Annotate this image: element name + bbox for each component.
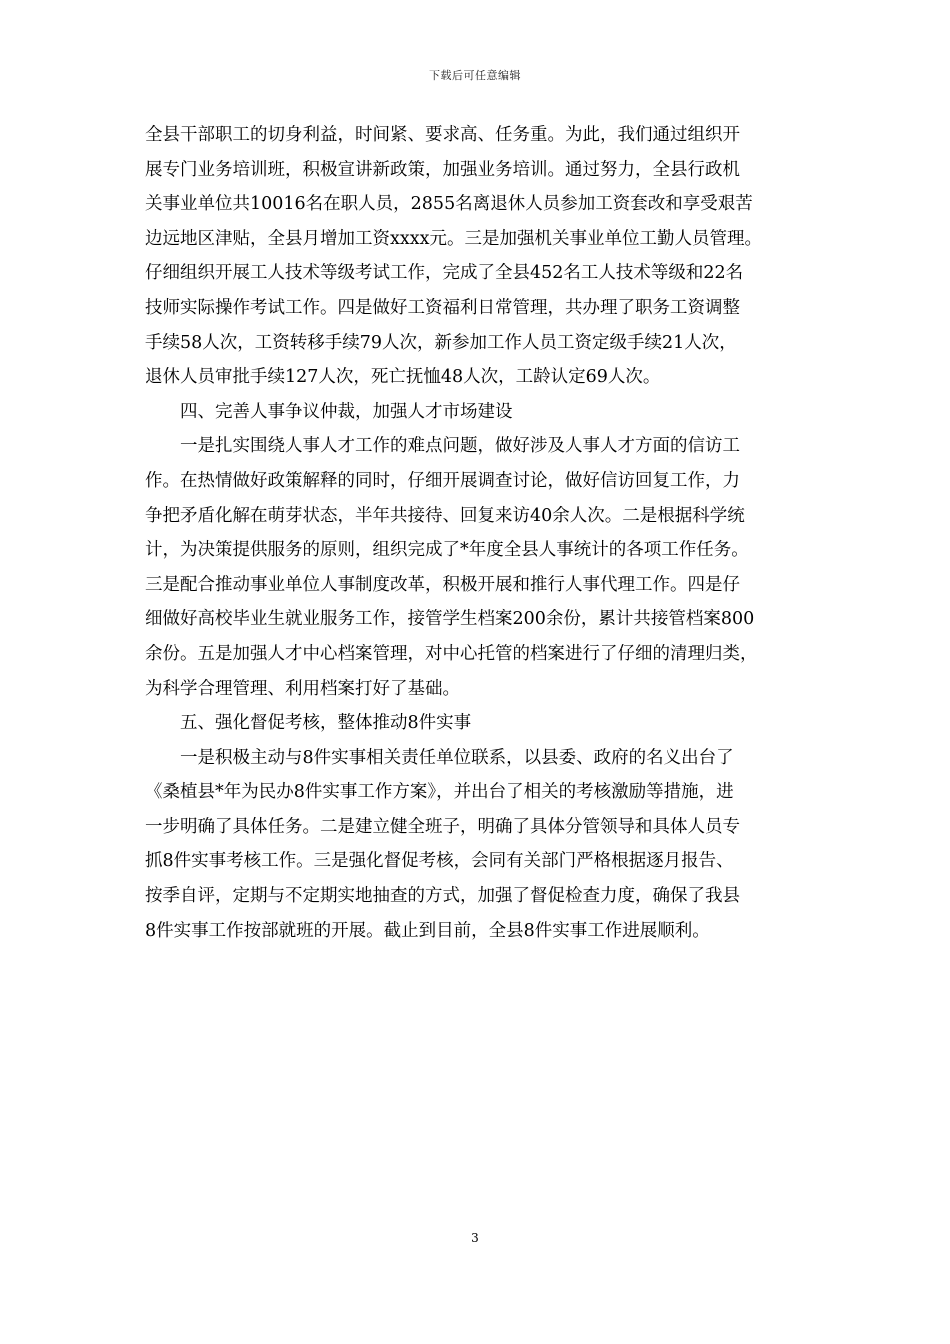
body-line: 作。在热情做好政策解释的同时，仔细开展调查讨论，做好信访回复工作，力	[145, 470, 740, 491]
document-body	[145, 118, 810, 948]
body-line: 抓8件实事考核工作。三是强化督促考核，会同有关部门严格根据逐月报告、	[145, 851, 734, 872]
body-line: 《桑植县*年为民办8件实事工作方案》，并出台了相关的考核激励等措施，进	[145, 782, 734, 803]
body-line: 手续58人次，工资转移手续79人次，新参加工作人员工资定级手续21人次，	[145, 332, 737, 353]
body-line: 三是配合推动事业单位人事制度改革，积极开展和推行人事代理工作。四是仔	[145, 574, 740, 595]
body-line: 一是积极主动与8件实事相关责任单位联系，以县委、政府的名义出台了	[180, 747, 734, 768]
body-line: 展专门业务培训班，积极宣讲新政策，加强业务培训。通过努力，全县行政机	[145, 159, 740, 180]
body-line: 争把矛盾化解在萌芽状态，半年共接待、回复来访40余人次。二是根据科学统	[145, 505, 745, 526]
section-heading: 五、强化督促考核，整体推动8件实事	[180, 713, 472, 734]
body-line: 仔细组织开展工人技术等级考试工作，完成了全县452名工人技术等级和22名	[145, 263, 744, 284]
body-line: 全县干部职工的切身利益，时间紧、要求高、任务重。为此，我们通过组织开	[145, 125, 740, 145]
page-header-note: 下载后可任意编辑	[429, 69, 521, 82]
body-line: 边远地区津贴，全县月增加工资xxxx元。三是加强机关事业单位工勤人员管理。	[145, 228, 762, 249]
body-line: 为科学合理管理、利用档案打好了基础。	[145, 678, 460, 699]
body-line: 退休人员审批手续127人次，死亡抚恤48人次，工龄认定69人次。	[145, 367, 661, 388]
body-line: 计，为决策提供服务的原则，组织完成了*年度全县人事统计的各项工作任务。	[145, 540, 749, 561]
section-heading: 四、完善人事争议仲裁，加强人才市场建设	[180, 401, 513, 422]
body-line: 一是扎实围绕人事人才工作的难点问题，做好涉及人事人才方面的信访工	[180, 436, 740, 457]
body-line: 8件实事工作按部就班的开展。截止到目前，全县8件实事工作进展顺利。	[145, 920, 710, 941]
body-line: 细做好高校毕业生就业服务工作，接管学生档案200余份，累计共接管档案800	[145, 609, 755, 630]
body-line: 按季自评，定期与不定期实地抽查的方式，加强了督促检查力度，确保了我县	[145, 886, 740, 907]
body-line: 技师实际操作考试工作。四是做好工资福利日常管理，共办理了职务工资调整	[145, 297, 740, 318]
body-line: 一步明确了具体任务。二是建立健全班子，明确了具体分管领导和具体人员专	[145, 816, 740, 837]
page-number: 3	[471, 1231, 479, 1245]
body-line: 余份。五是加强人才中心档案管理，对中心托管的档案进行了仔细的清理归类，	[145, 643, 758, 664]
body-line: 关事业单位共10016名在职人员，2855名离退休人员参加工资套改和享受艰苦	[145, 194, 753, 215]
